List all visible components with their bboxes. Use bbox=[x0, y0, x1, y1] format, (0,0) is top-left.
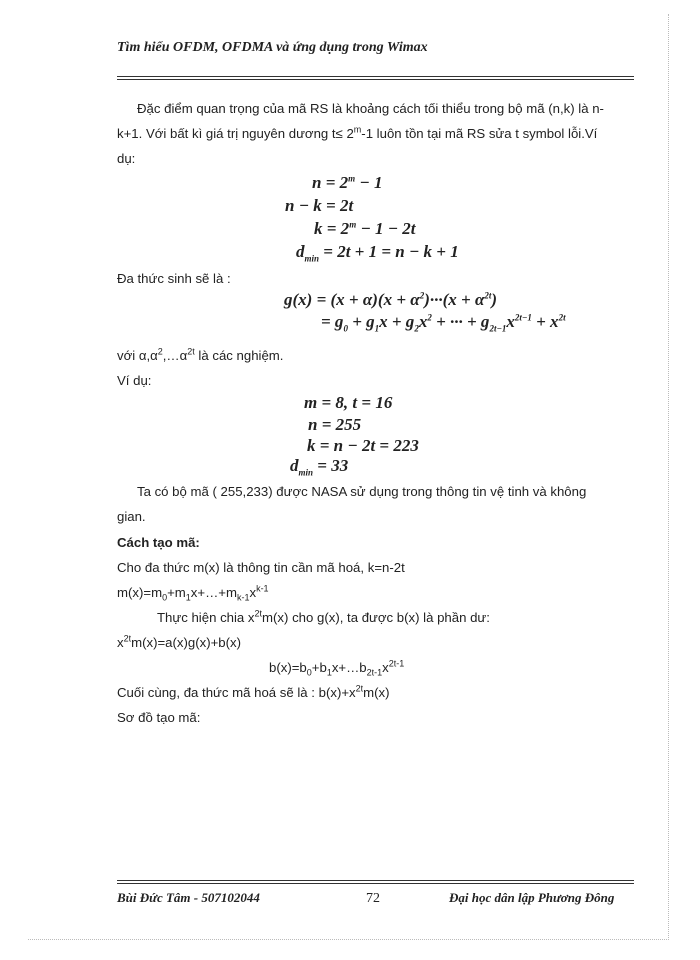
page-header: Tìm hiểu OFDM, OFDMA và ứng dụng trong Wimax bbox=[117, 40, 428, 55]
roots-block bbox=[117, 343, 634, 393]
header-rule bbox=[117, 76, 634, 80]
eq2-line1: m = 8, t = 16 bbox=[304, 393, 393, 412]
footer-rule bbox=[117, 880, 634, 884]
eq2-line3: k = n − 2t = 223 bbox=[307, 436, 419, 455]
eq1-line1: $n = 2^m - 1$ bbox=[312, 173, 383, 192]
bx-line: $b(x)=b_0+b_1x+\dots b_{2t-1}x^{2t-1}$ bbox=[269, 658, 405, 678]
mx-line: $m(x)=m_0+m_1x+\dots+m_{k-1}x^{k-1}$ bbox=[117, 583, 269, 603]
section-title: Cách tạo mã: bbox=[117, 535, 200, 550]
info-poly-line: Cho đa thức m(x) là thông tin cần mã hoá, k=n-2t bbox=[117, 560, 405, 575]
generator-intro-text: Đa thức sinh sẽ là : bbox=[117, 271, 231, 286]
example-label: Ví dụ: bbox=[117, 373, 152, 388]
diagram-label: Sơ đồ tạo mã: bbox=[117, 710, 201, 725]
eq1-line4: $d_{min} = 2t + 1 = n - k + 1$ bbox=[296, 242, 459, 264]
footer-author: Bùi Đức Tâm - 507102044 bbox=[117, 890, 260, 905]
relation-line: $x^{2t}m(x)=a(x)g(x)+b(x)$ bbox=[117, 633, 242, 650]
footer-university: Đại học dân lập Phương Đông bbox=[449, 890, 615, 905]
para-intro bbox=[117, 96, 634, 171]
eq1-line3: $k = 2^m - 1 - 2t$ bbox=[314, 219, 416, 238]
nasa-para bbox=[117, 479, 634, 529]
divide-line: Thực hiện chia $x^{2t}m(x)$ cho g(x), ta được b(x) là phần dư: bbox=[157, 608, 490, 625]
eq1-line2: n − k = 2t bbox=[285, 196, 354, 215]
gen-line1: $g(x) = (x + \alpha)(x + \alpha^2)\cdot\cdot\cdot(x + \alpha^{2t})$ bbox=[284, 290, 498, 309]
final-line: Cuối cùng, đa thức mã hoá sẽ là : $b(x)+x^{2t}m(x)$ bbox=[117, 683, 390, 700]
eq2-line4: $d_{min} = 33$ bbox=[290, 456, 349, 478]
gen-line2: = $g_0 + g_1x + g_2x^2$ + ··· + $g_{2t-1}x^{2t-1} + x^{2t}$ bbox=[321, 312, 566, 334]
generator-intro bbox=[117, 266, 634, 291]
para-intro-line3: dụ: bbox=[117, 151, 136, 166]
page-number: 72 bbox=[366, 891, 380, 906]
encoding-section bbox=[117, 530, 634, 730]
roots-line: với $\alpha,\alpha^2,\dots\alpha^{2t}$ là các nghiệm. bbox=[117, 346, 284, 363]
nasa-line1: Ta có bộ mã ( 255,233) được NASA sử dụng trong thông tin vệ tinh và không bbox=[137, 484, 587, 499]
eq2-line2: n = 255 bbox=[308, 415, 362, 434]
para-intro-line1: Đặc điểm quan trọng của mã RS là khoảng cách tối thiểu trong bộ mã (n,k) là n- bbox=[137, 101, 604, 116]
para-intro-line2: k+1. Với bất kì giá trị nguyên dương $t\le 2^m-1$ luôn tồn tại mã RS sửa t symbol lỗi.Ví bbox=[117, 124, 598, 141]
nasa-line2: gian. bbox=[117, 509, 146, 524]
